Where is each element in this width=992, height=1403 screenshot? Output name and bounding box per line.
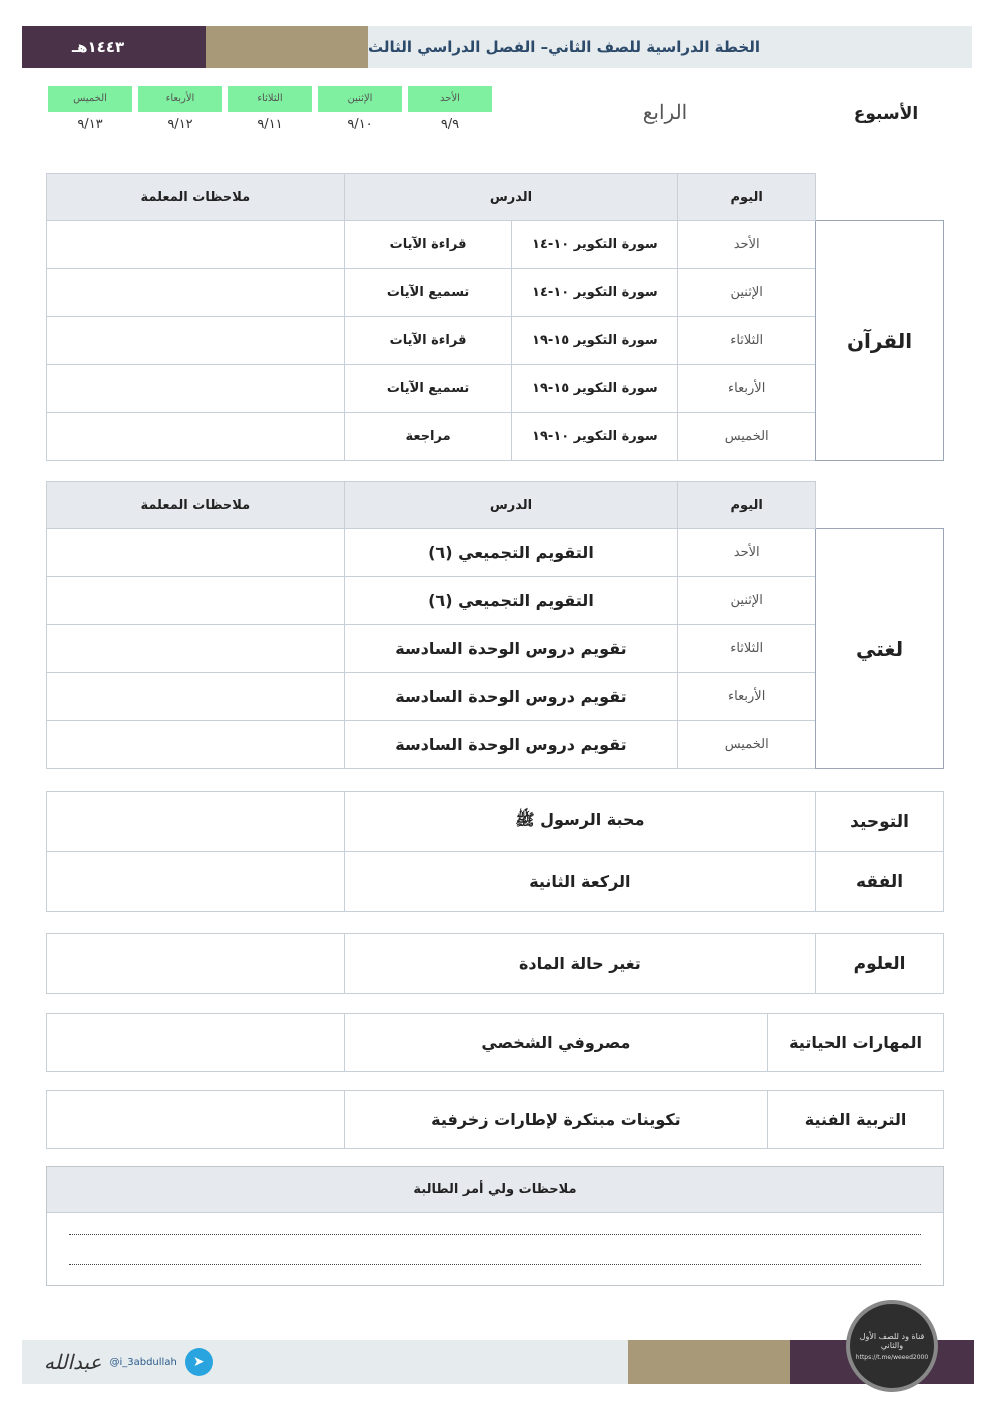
tawheed-fiqh-table bbox=[46, 791, 944, 912]
life-skills-table bbox=[46, 1013, 944, 1072]
art-table bbox=[46, 1090, 944, 1149]
telegram-icon[interactable]: ➤ bbox=[185, 1348, 213, 1376]
quran-subject: القرآن bbox=[816, 221, 944, 461]
task-cell: قراءة الآيات bbox=[344, 221, 512, 269]
lesson-header: الدرس bbox=[344, 482, 678, 529]
notes-cell[interactable] bbox=[47, 413, 345, 461]
day-cell: الأحد bbox=[678, 529, 816, 577]
notes-cell[interactable] bbox=[47, 673, 345, 721]
parent-notes-title: ملاحظات ولي أمر الطالبة bbox=[47, 1167, 943, 1213]
day-cell: الإثنين bbox=[678, 577, 816, 625]
lesson-header: الدرس bbox=[344, 174, 678, 221]
lughati-subject: لغتي bbox=[816, 529, 944, 769]
notes-cell[interactable] bbox=[47, 577, 345, 625]
day-cell: الأربعاء bbox=[678, 365, 816, 413]
tawheed-lesson: محبة الرسول ﷺ bbox=[344, 792, 815, 852]
week-day: الثلاثاء ٩/١١ bbox=[228, 86, 312, 132]
quran-table bbox=[46, 173, 944, 461]
task-cell: مراجعة bbox=[344, 413, 512, 461]
week-day: الأربعاء ٩/١٢ bbox=[138, 86, 222, 132]
signature: عبدالله bbox=[44, 1350, 102, 1374]
life-skills-subject: المهارات الحياتية bbox=[768, 1014, 944, 1072]
day-header: اليوم bbox=[678, 174, 816, 221]
notes-cell[interactable] bbox=[47, 1014, 345, 1072]
notes-cell[interactable] bbox=[47, 721, 345, 769]
fiqh-lesson: الركعة الثانية bbox=[344, 852, 815, 912]
parent-notes-line[interactable] bbox=[69, 1251, 921, 1265]
footer-accent bbox=[628, 1340, 790, 1384]
lesson-cell: تقويم دروس الوحدة السادسة bbox=[344, 625, 678, 673]
day-header: اليوم bbox=[678, 482, 816, 529]
day-cell: الخميس bbox=[678, 721, 816, 769]
surah-cell: سورة التكوير ١٥-١٩ bbox=[512, 317, 678, 365]
notes-cell[interactable] bbox=[47, 529, 345, 577]
week-days-strip bbox=[48, 86, 492, 132]
parent-notes-line[interactable] bbox=[69, 1221, 921, 1235]
lesson-cell: تقويم دروس الوحدة السادسة bbox=[344, 673, 678, 721]
week-name: الرابع bbox=[642, 100, 688, 124]
surah-cell: سورة التكوير ١٥-١٩ bbox=[512, 365, 678, 413]
day-cell: الأحد bbox=[678, 221, 816, 269]
task-cell: تسميع الآيات bbox=[344, 365, 512, 413]
week-label: الأسبوع bbox=[853, 104, 919, 124]
notes-cell[interactable] bbox=[47, 221, 345, 269]
notes-cell[interactable] bbox=[47, 934, 345, 994]
notes-header: ملاحظات المعلمة bbox=[47, 174, 345, 221]
tawheed-subject: التوحيد bbox=[816, 792, 944, 852]
day-cell: الثلاثاء bbox=[678, 317, 816, 365]
task-cell: قراءة الآيات bbox=[344, 317, 512, 365]
day-cell: الثلاثاء bbox=[678, 625, 816, 673]
day-cell: الإثنين bbox=[678, 269, 816, 317]
life-skills-lesson: مصروفي الشخصي bbox=[344, 1014, 768, 1072]
notes-cell[interactable] bbox=[47, 269, 345, 317]
channel-seal-logo: قناة ود للصف الأول والثاني https://t.me/weeed2000 bbox=[846, 1300, 938, 1392]
notes-cell[interactable] bbox=[47, 625, 345, 673]
header-accent bbox=[206, 26, 368, 68]
lughati-table bbox=[46, 481, 944, 769]
page-title: الخطة الدراسية للصف الثاني– الفصل الدراسي الثالث bbox=[368, 26, 972, 68]
notes-header: ملاحظات المعلمة bbox=[47, 482, 345, 529]
header-bar bbox=[22, 26, 972, 68]
notes-cell[interactable] bbox=[47, 1091, 345, 1149]
notes-cell[interactable] bbox=[47, 852, 345, 912]
surah-cell: سورة التكوير ١٠-١٩ bbox=[512, 413, 678, 461]
art-lesson: تكوينات مبتكرة لإطارات زخرفية bbox=[344, 1091, 768, 1149]
day-cell: الخميس bbox=[678, 413, 816, 461]
notes-cell[interactable] bbox=[47, 792, 345, 852]
footer-bar bbox=[22, 1340, 974, 1384]
day-cell: الأربعاء bbox=[678, 673, 816, 721]
fiqh-subject: الفقه bbox=[816, 852, 944, 912]
science-subject: العلوم bbox=[816, 934, 944, 994]
week-day: الأحد ٩/٩ bbox=[408, 86, 492, 132]
notes-cell[interactable] bbox=[47, 317, 345, 365]
hijri-year: ١٤٤٣هـ bbox=[22, 26, 206, 68]
footer-credit bbox=[22, 1340, 628, 1384]
lesson-cell: التقويم التجميعي (٦) bbox=[344, 577, 678, 625]
science-lesson: تغير حالة المادة bbox=[344, 934, 815, 994]
week-day: الإثنين ٩/١٠ bbox=[318, 86, 402, 132]
parent-notes-box bbox=[46, 1166, 944, 1286]
surah-cell: سورة التكوير ١٠-١٤ bbox=[512, 221, 678, 269]
lesson-cell: التقويم التجميعي (٦) bbox=[344, 529, 678, 577]
task-cell: تسميع الآيات bbox=[344, 269, 512, 317]
surah-cell: سورة التكوير ١٠-١٤ bbox=[512, 269, 678, 317]
lesson-cell: تقويم دروس الوحدة السادسة bbox=[344, 721, 678, 769]
notes-cell[interactable] bbox=[47, 365, 345, 413]
telegram-handle[interactable]: @i_3abdullah bbox=[109, 1356, 177, 1368]
week-day: الخميس ٩/١٣ bbox=[48, 86, 132, 132]
art-subject: التربية الفنية bbox=[768, 1091, 944, 1149]
science-table bbox=[46, 933, 944, 994]
